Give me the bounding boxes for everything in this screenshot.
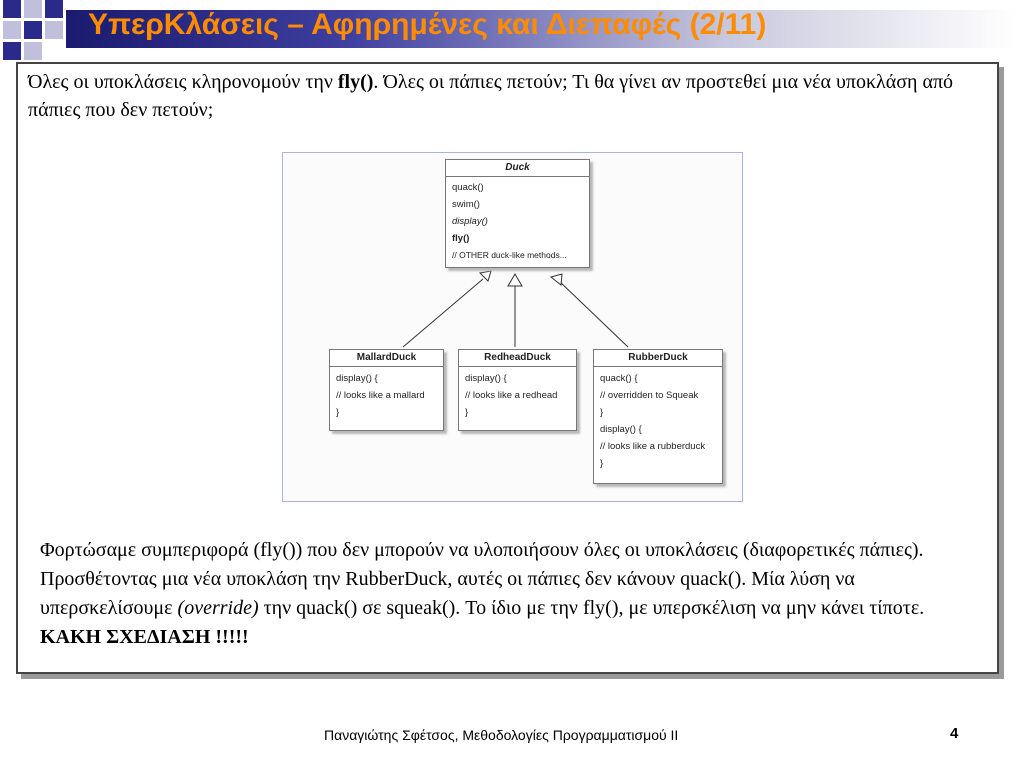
duck-method: swim() [452,199,480,210]
rubber-line: // overridden to Squeak [600,390,699,401]
redhead-line: // looks like a redhead [465,390,558,401]
footer-author-course: Παναγιώτης Σφέτσος, Μεθοδολογίες Προγραμματισμού ΙΙ [324,727,679,743]
duck-method-fly: fly() [452,233,470,244]
mallard-line: // looks like a mallard [336,390,425,401]
arrow-mallard-line [403,279,483,347]
mallard-line: } [336,407,340,418]
corner-square [3,21,21,39]
content-box [16,62,999,674]
redhead-line: } [465,407,469,418]
rubber-class-name: RubberDuck [594,350,722,367]
corner-square [24,21,42,39]
page-number: 4 [950,725,959,742]
mallard-class-box [329,349,444,431]
corner-square [3,0,21,18]
duck-class-box [445,159,590,268]
arrow-rubber-line [558,280,628,347]
uml-diagram [282,152,743,502]
corner-square [3,42,21,60]
rubber-line: quack() { [600,373,638,384]
rubber-line: } [600,458,604,469]
corner-square [24,42,42,60]
duck-method: display() [452,216,488,227]
duck-class-name: Duck [446,160,589,177]
redhead-class-box [458,349,577,431]
corner-square [45,0,63,18]
intro-text-end: . Όλες οι πάπιες πετούν; Τι θα γίνει αν προστεθεί μια νέα υποκλάση από πάπιες που δεν πετούν; [28,71,954,121]
duck-method: quack() [452,182,484,193]
corner-square [24,0,42,18]
rubber-line: } [600,407,604,418]
intro-bold-fly: fly() [337,71,374,93]
rubber-line: // looks like a rubberduck [600,441,706,452]
arrow-rubber-head [551,274,562,285]
rubber-line: display() { [600,424,642,435]
slide-title: ΥπερΚλάσεις – Αφηρημένες και Διεπαφές (2/11) [88,8,767,41]
redhead-line: display() { [465,373,507,384]
conclusion-bold-warning: ΚΑΚΗ ΣΧΕΔΙΑΣΗ !!!!! [40,626,249,648]
arrow-redhead-head [508,274,522,286]
corner-square [45,21,63,39]
intro-paragraph [28,68,988,124]
conclusion-text-2: την quack() σε squeak(). Το ίδιο με την fly(), με υπερσκέλιση να μην κάνει τίποτε. [258,597,925,619]
duck-method: // OTHER duck-like methods... [452,250,567,260]
rubber-class-box [593,349,723,484]
intro-text-start: Όλες οι υποκλάσεις κληρονομούν την [28,71,338,93]
conclusion-text-1: Φορτώσαμε συμπεριφορά (fly()) που δεν μπορούν να υλοποιήσουν όλες οι υποκλάσεις (διαφορετικές πάπιες). Προσθέτοντας μια νέα υποκλάση την RubberDuck, αυτές οι πάπιες δεν κάνουν quack(). Μία λύση να υπερσκελίσουμε [40,539,924,619]
conclusion-italic: (override) [177,597,259,619]
mallard-line: display() { [336,373,378,384]
redhead-class-name: RedheadDuck [459,350,576,367]
conclusion-paragraph [40,536,980,652]
mallard-class-name: MallardDuck [330,350,443,367]
